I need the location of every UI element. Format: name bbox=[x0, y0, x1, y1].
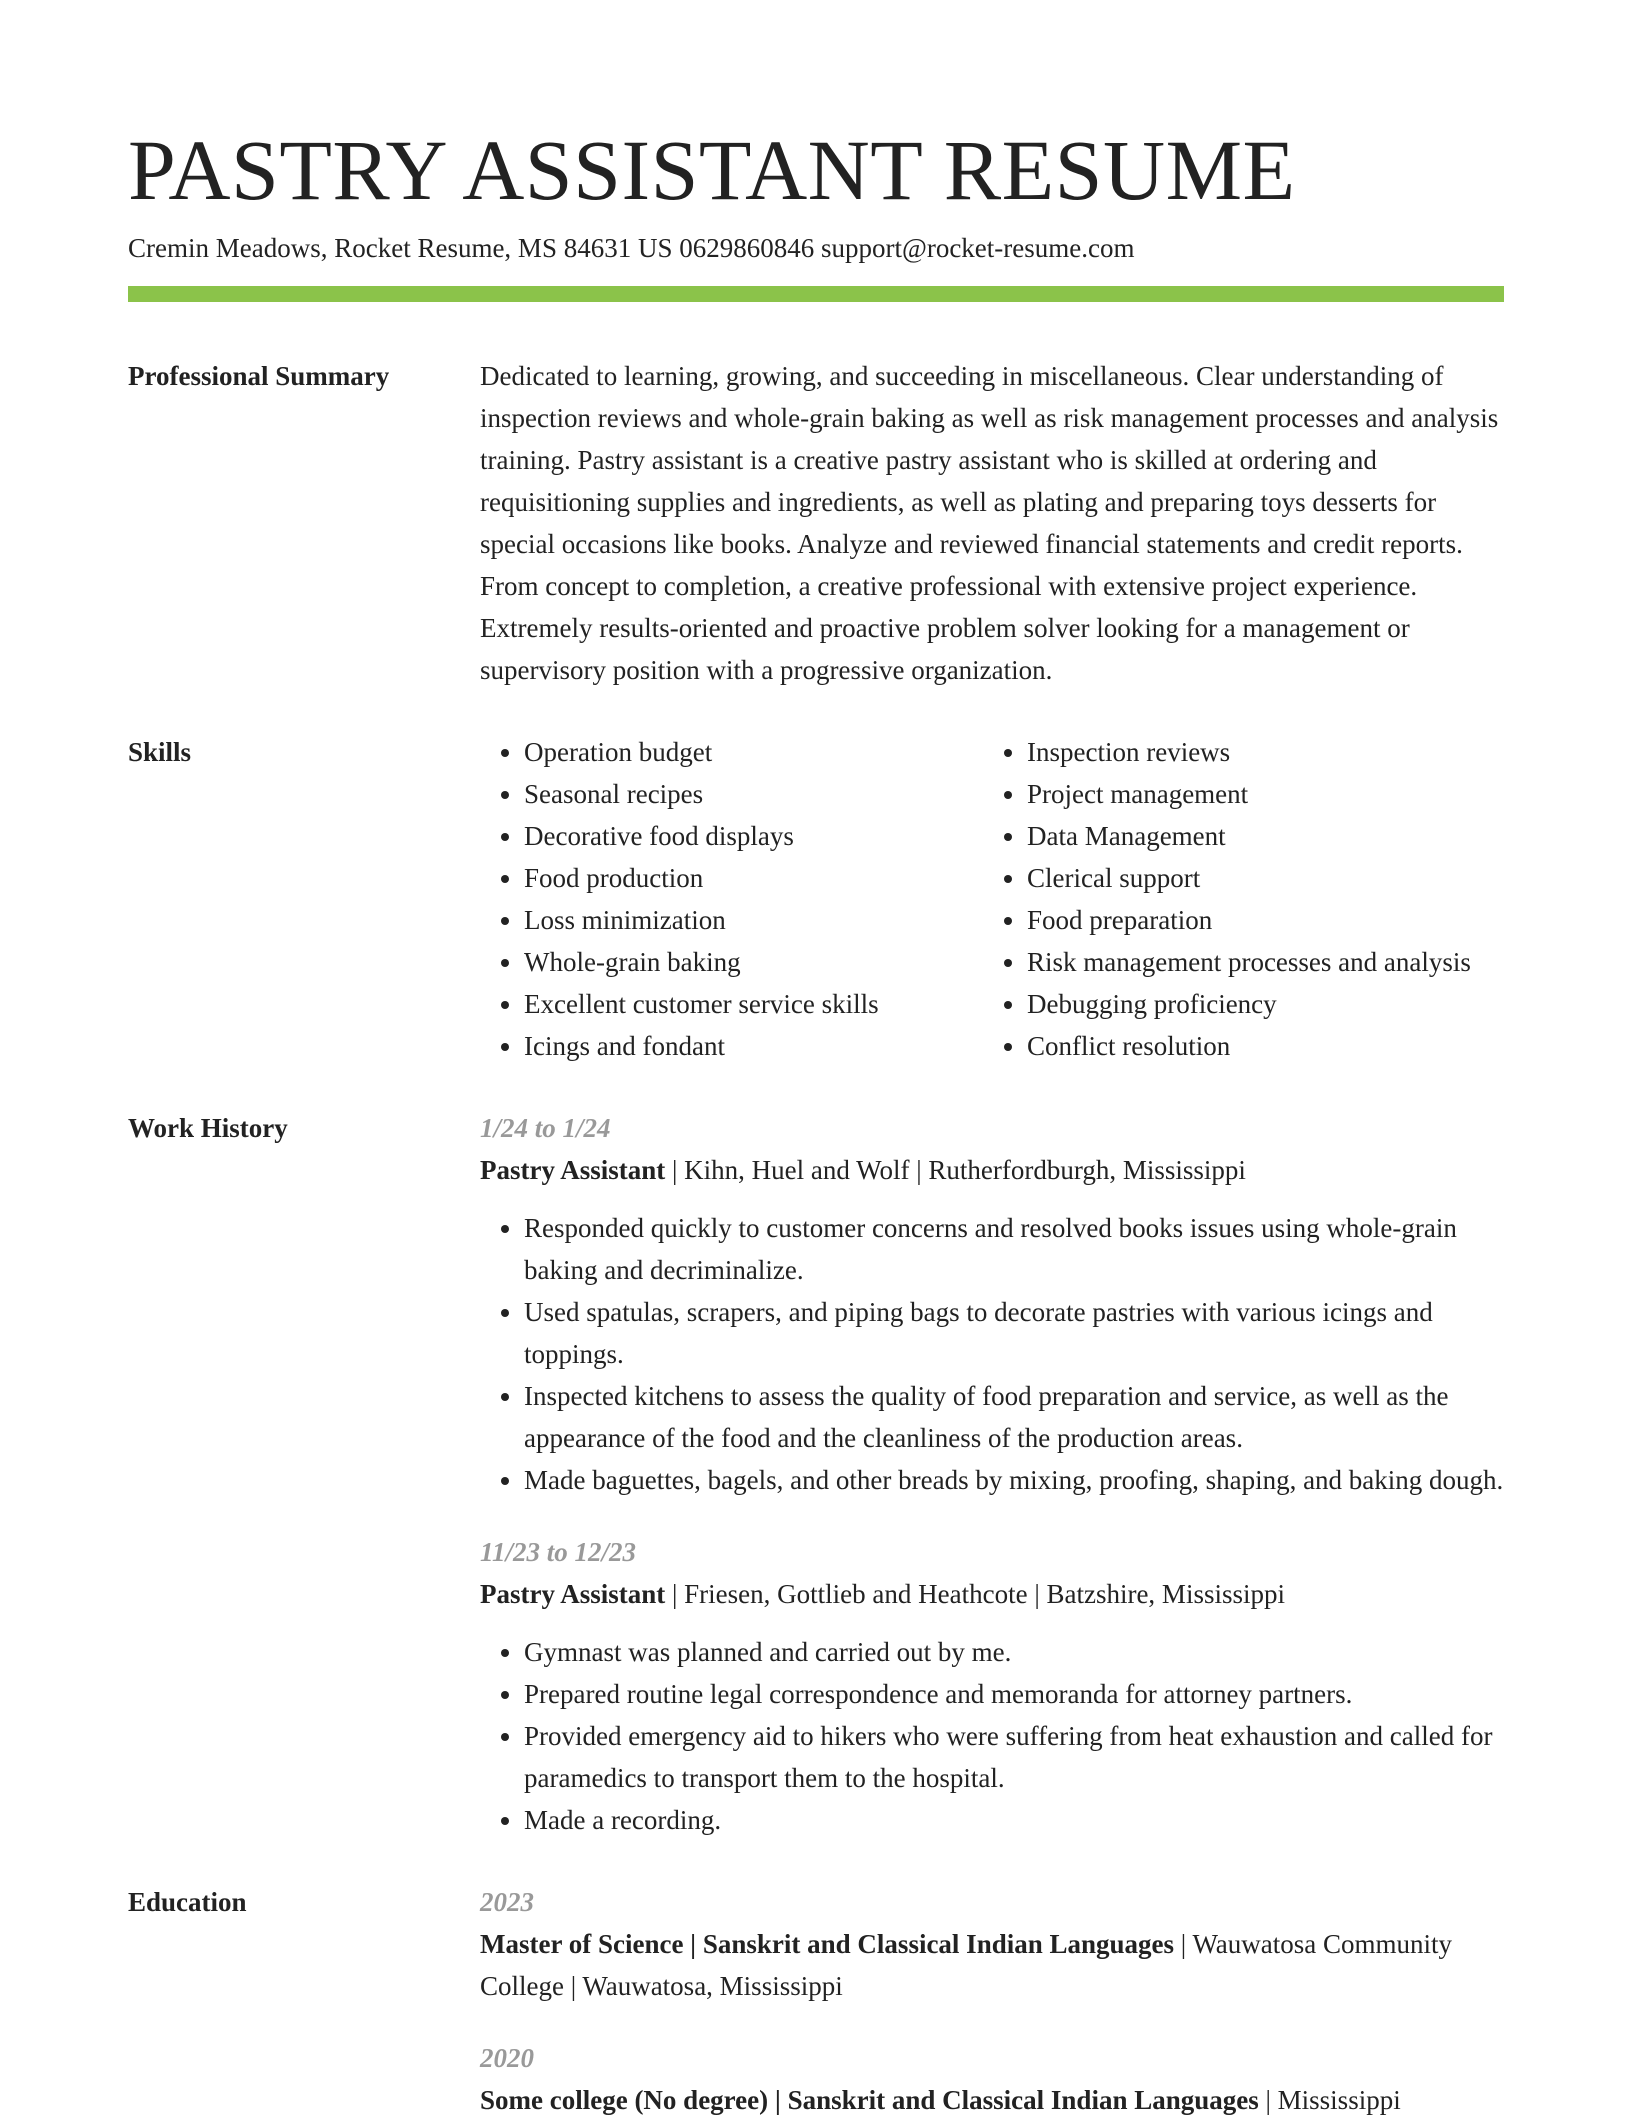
work-history-body bbox=[480, 1107, 1504, 1841]
education-degree-line bbox=[480, 2079, 1504, 2121]
skills-list-right bbox=[983, 731, 1504, 1067]
job-employer-location: | Friesen, Gottlieb and Heathcote | Batzshire, Mississippi bbox=[665, 1579, 1285, 1609]
skills-heading: Skills bbox=[128, 737, 192, 767]
skill-item: • Project management bbox=[1027, 773, 1504, 815]
summary-body bbox=[480, 355, 1504, 691]
job-duty: • Used spatulas, scrapers, and piping bags to decorate pastries with various icings and toppings. bbox=[524, 1291, 1504, 1375]
job-duties-list bbox=[480, 1207, 1504, 1501]
summary-text: Dedicated to learning, growing, and succeeding in miscellaneous. Clear understanding of inspection reviews and whole-grain baking as well as risk management processes and analysis training. Pastry assistant is a creative pastry assistant who is skilled at ordering and requisitioning supplies and ingredients, as well as plating and preparing toys desserts for special occasions like books. Analyze and reviewed financial statements and credit reports. From concept to completion, a creative professional with extensive project experience. Extremely results-oriented and proactive problem solver looking for a management or supervisory position with a progressive organization. bbox=[480, 361, 1499, 685]
skill-item: • Risk management processes and analysis bbox=[1027, 941, 1504, 983]
skill-item: • Excellent customer service skills bbox=[524, 983, 983, 1025]
education-entry bbox=[480, 1881, 1504, 2007]
job-title-line bbox=[480, 1573, 1504, 1615]
job-duty: • Gymnast was planned and carried out by me. bbox=[524, 1631, 1504, 1673]
job-duty: • Made baguettes, bagels, and other breads by mixing, proofing, shaping, and baking dough. bbox=[524, 1459, 1504, 1501]
education-body bbox=[480, 1881, 1504, 2121]
education-school-location: | Wauwatosa Community College | Wauwatosa, Mississippi bbox=[480, 1929, 1452, 2001]
job-title-line bbox=[480, 1149, 1504, 1191]
skills-body bbox=[480, 731, 1504, 1067]
job-duty: • Inspected kitchens to assess the quality of food preparation and service, as well as the appearance of the food and the cleanliness of the production areas. bbox=[524, 1375, 1504, 1459]
skill-item: • Operation budget bbox=[524, 731, 983, 773]
summary-section bbox=[128, 355, 1504, 691]
skill-item: • Loss minimization bbox=[524, 899, 983, 941]
education-section bbox=[128, 1881, 1504, 2121]
summary-heading: Professional Summary bbox=[128, 361, 390, 391]
skill-item: • Seasonal recipes bbox=[524, 773, 983, 815]
job-employer-location: | Kihn, Huel and Wolf | Rutherfordburgh, Mississippi bbox=[665, 1155, 1246, 1185]
education-degree: Master of Science | Sanskrit and Classical Indian Languages bbox=[480, 1929, 1175, 1959]
education-school-location: | Mississippi bbox=[1258, 2085, 1401, 2115]
skill-item: • Icings and fondant bbox=[524, 1025, 983, 1067]
skill-item: • Debugging proficiency bbox=[1027, 983, 1504, 1025]
job-entry bbox=[480, 1531, 1504, 1841]
job-dates: 11/23 to 12/23 bbox=[480, 1537, 637, 1567]
job-entry bbox=[480, 1107, 1504, 1501]
skill-item: • Decorative food displays bbox=[524, 815, 983, 857]
work-history-section bbox=[128, 1107, 1504, 1841]
job-duty: • Provided emergency aid to hikers who were suffering from heat exhaustion and called for paramedics to transport them to the hospital. bbox=[524, 1715, 1504, 1799]
job-duty: • Responded quickly to customer concerns and resolved books issues using whole-grain baking and decriminalize. bbox=[524, 1207, 1504, 1291]
skills-section bbox=[128, 731, 1504, 1067]
job-duties-list bbox=[480, 1631, 1504, 1841]
education-degree-line bbox=[480, 1923, 1504, 2007]
contact-line: Cremin Meadows, Rocket Resume, MS 84631 US 0629860846 support@rocket-resume.com bbox=[128, 233, 1135, 263]
education-year: 2023 bbox=[480, 1887, 534, 1917]
skills-list-left bbox=[480, 731, 983, 1067]
education-year: 2020 bbox=[480, 2043, 534, 2073]
job-dates: 1/24 to 1/24 bbox=[480, 1113, 611, 1143]
job-title: Pastry Assistant bbox=[480, 1155, 666, 1185]
job-duty: • Made a recording. bbox=[524, 1799, 1504, 1841]
accent-divider bbox=[128, 286, 1504, 302]
skill-item: • Data Management bbox=[1027, 815, 1504, 857]
resume-title: PASTRY ASSISTANT RESUME bbox=[128, 122, 1296, 218]
education-degree: Some college (No degree) | Sanskrit and Classical Indian Languages bbox=[480, 2085, 1259, 2115]
skill-item: • Clerical support bbox=[1027, 857, 1504, 899]
skill-item: • Food production bbox=[524, 857, 983, 899]
skill-item: • Conflict resolution bbox=[1027, 1025, 1504, 1067]
skill-item: • Food preparation bbox=[1027, 899, 1504, 941]
skill-item: • Whole-grain baking bbox=[524, 941, 983, 983]
education-heading: Education bbox=[128, 1887, 247, 1917]
work-history-heading: Work History bbox=[128, 1113, 288, 1143]
job-title: Pastry Assistant bbox=[480, 1579, 666, 1609]
skill-item: • Inspection reviews bbox=[1027, 731, 1504, 773]
job-duty: • Prepared routine legal correspondence and memoranda for attorney partners. bbox=[524, 1673, 1504, 1715]
education-entry bbox=[480, 2037, 1504, 2121]
skills-columns bbox=[480, 731, 1504, 1067]
resume-page bbox=[128, 120, 1504, 2121]
